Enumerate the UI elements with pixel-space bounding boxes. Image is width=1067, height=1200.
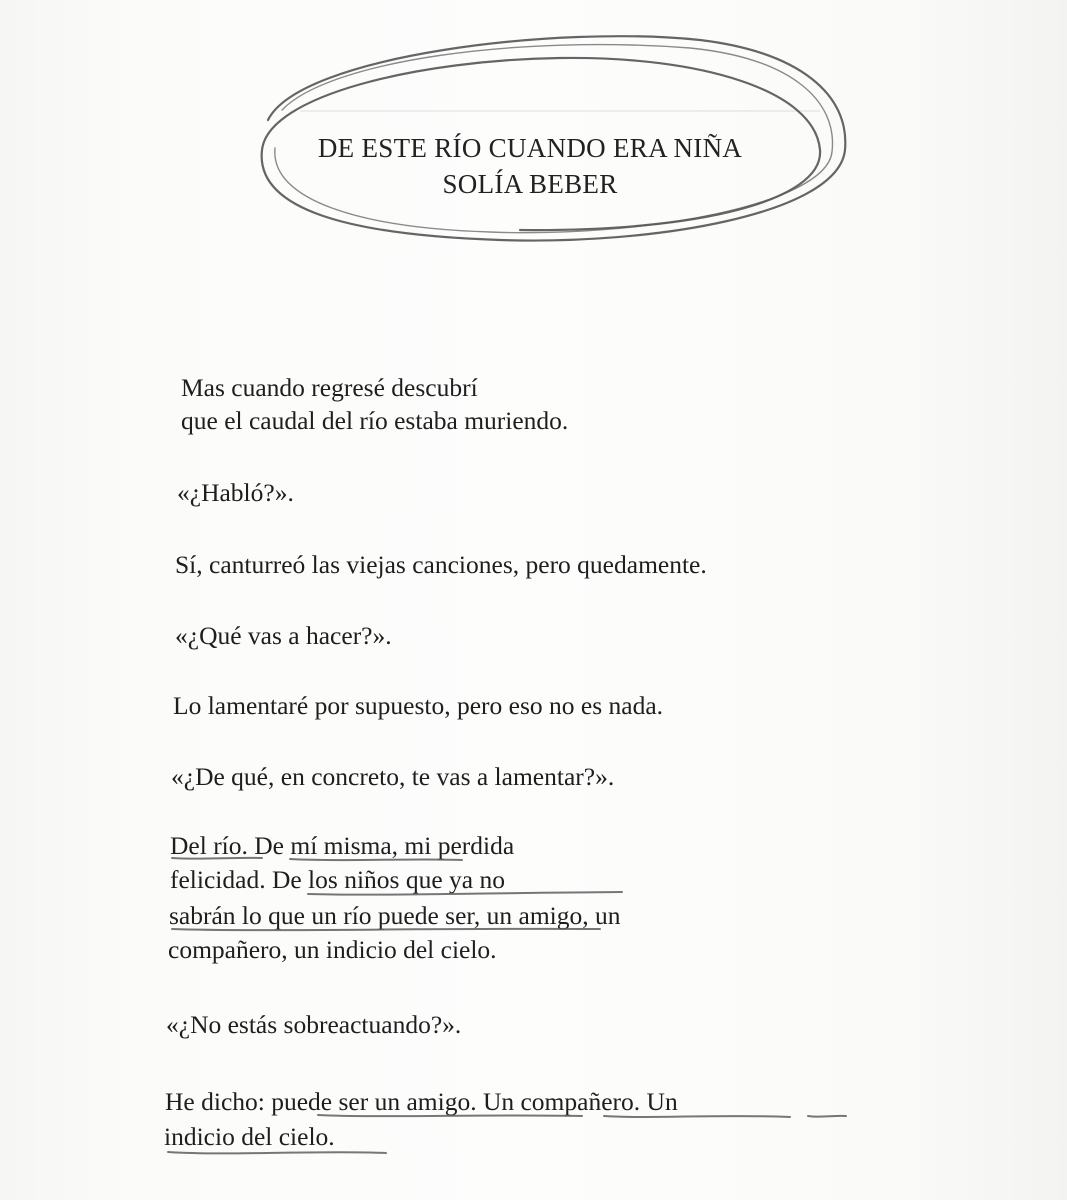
poem-line: que el caudal del río estaba muriendo.	[181, 406, 569, 435]
poem-line: Mas cuando regresé descubrí	[181, 373, 478, 402]
poem-line: «¿De qué, en concreto, te vas a lamentar?».	[171, 762, 615, 791]
poem-line: sabrán lo que un río puede ser, un amigo, un	[169, 901, 621, 930]
poem-line: «¿No estás sobreactuando?».	[166, 1010, 462, 1039]
poem-line: He dicho: puede ser un amigo. Un compañero. Un	[165, 1087, 678, 1116]
poem-line: Sí, canturreó las viejas canciones, pero quedamente.	[175, 550, 707, 579]
poem-line: indicio del cielo.	[164, 1122, 335, 1151]
poem-line: «¿Qué vas a hacer?».	[175, 621, 392, 650]
poem-line: Lo lamentaré por supuesto, pero eso no es nada.	[173, 691, 664, 720]
poem-line: compañero, un indicio del cielo.	[168, 935, 497, 964]
poem-line: felicidad. De los niños que ya no	[170, 865, 505, 894]
poem-line: «¿Habló?».	[177, 478, 294, 507]
title-line-1: DE ESTE RÍO CUANDO ERA NIÑA	[317, 133, 743, 163]
title-line-2: SOLÍA BEBER	[442, 169, 618, 199]
poem-line: Del río. De mí misma, mi perdida	[170, 831, 515, 860]
